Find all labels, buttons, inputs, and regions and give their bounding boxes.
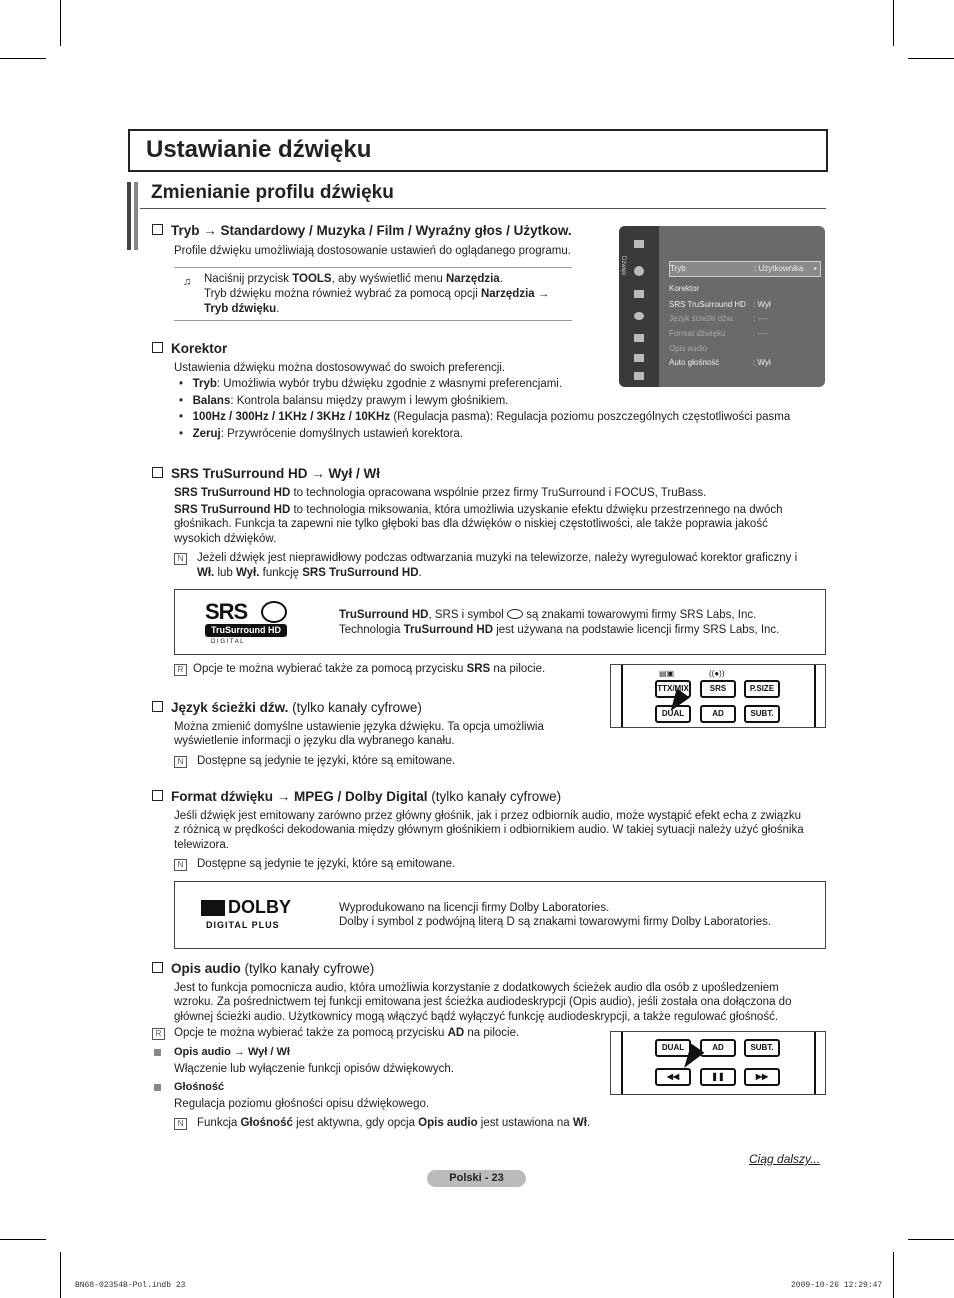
format-p3: telewizora.	[174, 839, 229, 851]
rewind-button[interactable]: ◀◀	[655, 1068, 691, 1086]
srs-tm2: Technologia TruSurround HD jest używana na podstawie licencji firmy SRS Labs, Inc.	[339, 624, 780, 636]
picture-icon	[634, 240, 644, 248]
note-icon: N	[174, 553, 187, 565]
opis-s1: Opis audio → Wył / Wł	[174, 1046, 290, 1058]
dolby-sub: DIGITAL PLUS	[206, 920, 280, 930]
page-title: Ustawianie dźwięku	[146, 136, 372, 163]
fast-forward-button[interactable]: ▶▶	[744, 1068, 780, 1086]
section-bar	[134, 182, 138, 250]
jezyk-p2: wyświetlenie informacji o języku dla wybranego kanału.	[174, 735, 455, 747]
remote-note-icon: R	[174, 664, 187, 676]
opis-s2d: Regulacja poziomu głośności opisu dźwiękowego.	[174, 1098, 430, 1110]
dolby-logo: DOLBY	[228, 897, 291, 917]
dual-button[interactable]: DUAL	[655, 1039, 691, 1057]
square-bullet	[154, 1049, 161, 1056]
korektor-bullet-hz: • 100Hz / 300Hz / 1KHz / 3KHz / 10KHz (Regulacja pasma): Regulacja poziomu poszczególnych częstotliwości pasma	[179, 411, 791, 423]
remote-edge	[611, 1032, 623, 1094]
section-bar	[127, 182, 131, 250]
dolby-double-d-icon	[201, 900, 225, 916]
dolby-tm1: Wyprodukowano na licencji firmy Dolby Laboratories.	[339, 902, 610, 914]
psize-button[interactable]: P.SIZE	[744, 680, 780, 698]
tools-note-line1: Naciśnij przycisk TOOLS, aby wyświetlić menu Narzędzia.	[204, 273, 503, 285]
opis-heading: Opis audio (tylko kanały cyfrowe)	[152, 961, 374, 976]
jezyk-p1: Można zmienić domyślne ustawienie języka dźwięku. Ta opcja umożliwia	[174, 721, 544, 733]
crop-mark	[60, 1252, 61, 1298]
application-icon	[634, 354, 644, 362]
opis-p3: głównej ścieżki audio. Użytkownicy mogą włączyć bądź wyłączyć funkcję audiodeskrypcji, a także regulować głośność.	[174, 1011, 779, 1023]
srs-p2: SRS TruSurround HD to technologia miksowania, która umożliwia uzyskanie efektu dźwięku przestrzennego na dwóch	[174, 504, 783, 516]
srs-p1: SRS TruSurround HD to technologia opracowana wspólnie przez firmy TruSurround i FOCUS, TruBass.	[174, 487, 707, 499]
srs-p3: głośnikach. Funkcja ta zapewni nie tylko głęboki bas dla dźwięków o niskiej częstotliwości, ale także poprawia jakość	[174, 518, 768, 530]
korektor-bullet-balans: • Balans: Kontrola balansu między prawym i lewym głośnikiem.	[179, 395, 509, 407]
menu-side-label: Dźwięk	[620, 256, 626, 276]
srs-logo: SRS	[205, 599, 248, 624]
page-number: Polski - 23	[427, 1170, 526, 1187]
srs-small-icon: ((●))	[709, 669, 725, 678]
opis-p2: wzroku. Za pośrednictwem tej funkcji emitowana jest ścieżka audiodeskrypcji (Opis audio), jeśli została ona dołączona do	[174, 996, 792, 1008]
opis-s2: Głośność	[174, 1081, 225, 1093]
footer-timestamp: 2009-10-26 12:29:47	[791, 1281, 883, 1290]
remote-illustration-srs	[610, 664, 826, 728]
srs-symbol-icon	[261, 601, 287, 623]
remote-note-icon: R	[152, 1028, 165, 1040]
channel-icon	[634, 290, 644, 298]
input-icon	[634, 334, 644, 342]
section-divider	[140, 208, 826, 209]
remote-illustration-ad	[610, 1031, 826, 1095]
format-heading: Format dźwięku → MPEG / Dolby Digital (tylko kanały cyfrowe)	[152, 789, 561, 804]
note-icon: N	[174, 756, 187, 768]
srs-heading: SRS TruSurround HD → Wył / Wł	[152, 466, 380, 481]
trusurround-badge: TruSurround HD	[205, 624, 287, 637]
korektor-bullet-tryb: • Tryb: Umożliwia wybór trybu dźwięku zgodnie z własnymi preferencjami.	[179, 378, 563, 390]
korektor-desc: Ustawienia dźwięku można dostosowywać do swoich preferencji.	[174, 362, 506, 374]
tryb-heading: Tryb → Standardowy / Muzyka / Film / Wyraźny głos / Użytkow.	[152, 223, 572, 238]
crop-mark	[908, 1239, 954, 1240]
subt-button[interactable]: SUBT.	[744, 705, 780, 723]
menu-sidebar	[619, 226, 659, 387]
remote-edge	[611, 665, 623, 727]
menu-row-korektor[interactable]: Korektor	[669, 284, 700, 293]
jezyk-note: Dostępne są jedynie te języki, które są emitowane.	[197, 755, 456, 767]
srs-button[interactable]: SRS	[700, 680, 736, 698]
arrow-right-icon: ▸	[814, 266, 818, 272]
dolby-logo-box	[174, 881, 826, 949]
continued-link: Ciąg dalszy...	[749, 1152, 821, 1166]
note-icon: N	[174, 1118, 187, 1130]
page-title-box	[128, 129, 828, 172]
ad-button[interactable]: AD	[700, 705, 736, 723]
opis-s1d: Włączenie lub wyłączenie funkcji opisów dźwiękowych.	[174, 1063, 454, 1075]
settings-icon	[634, 312, 644, 320]
jezyk-heading: Język ścieżki dźw. (tylko kanały cyfrowe)	[152, 700, 422, 715]
crop-mark	[0, 58, 46, 59]
crop-mark	[893, 0, 894, 46]
note-icon: N	[174, 859, 187, 871]
sound-icon	[634, 266, 644, 276]
teletext-icon: ▤▣	[659, 669, 675, 678]
pause-button[interactable]: ❚❚	[700, 1068, 736, 1086]
menu-row-auto[interactable]: Auto głośność : Wył	[669, 358, 771, 367]
srs-note-l2: Wł. lub Wył. funkcję SRS TruSurround HD.	[197, 567, 422, 579]
opis-note: Funkcja Głośność jest aktywna, gdy opcja Opis audio jest ustawiona na Wł.	[197, 1117, 591, 1129]
crop-mark	[908, 58, 954, 59]
crop-mark	[60, 0, 61, 46]
korektor-bullet-zeruj: • Zeruj: Przywrócenie domyślnych ustawień korektora.	[179, 428, 463, 440]
crop-mark	[0, 1239, 46, 1240]
tv-sound-menu	[619, 226, 825, 387]
footer-file: BN68-02354B-Pol.indb 23	[75, 1281, 186, 1290]
section-title: Zmienianie profilu dźwięku	[151, 182, 394, 203]
tools-note-icon: ♫	[183, 276, 192, 288]
srs-digital: D I G I T A L	[211, 639, 244, 645]
remote-edge	[814, 1032, 826, 1094]
tools-note-line3: Tryb dźwięku.	[204, 303, 280, 315]
srs-note-l1: Jeżeli dźwięk jest nieprawidłowy podczas odtwarzania muzyki na telewizorze, należy wyregulować korektor graficzny i	[197, 552, 798, 564]
srs-tm1: TruSurround HD, SRS i symbol są znakami towarowymi firmy SRS Labs, Inc.	[339, 609, 757, 621]
menu-row-format: Format dźwięku : ----	[669, 329, 769, 338]
remote-edge	[814, 665, 826, 727]
format-p1: Jeśli dźwięk jest emitowany zarówno przez główny głośnik, jak i przez odbiornik audio, może wystąpić efekt echa z związku	[174, 810, 802, 822]
opis-p1: Jest to funkcja pomocnicza audio, która umożliwia korzystanie z dodatkowych ścieżek audio dla osób z upośledzeniem	[174, 982, 779, 994]
format-note: Dostępne są jedynie te języki, które są emitowane.	[197, 858, 456, 870]
subt-button[interactable]: SUBT.	[744, 1039, 780, 1057]
srs-remote-note: Opcje te można wybierać także za pomocą przycisku SRS na pilocie.	[193, 663, 546, 675]
tools-note-line2: Tryb dźwięku można również wybrać za pomocą opcji Narzędzia →	[204, 288, 550, 300]
srs-logo-box	[174, 589, 826, 655]
ttx-mix-button[interactable]: TTX/MIX	[655, 680, 691, 698]
tryb-desc: Profile dźwięku umożliwiają dostosowanie ustawień do oglądanego programu.	[174, 245, 571, 257]
srs-p4: wysokich dźwięków.	[174, 533, 277, 545]
ad-button[interactable]: AD	[700, 1039, 736, 1057]
opis-remote-note: Opcje te można wybierać także za pomocą przycisku AD na pilocie.	[174, 1027, 520, 1039]
tools-note-box	[174, 267, 572, 321]
menu-row-tryb[interactable]: Tryb : Użytkownika ▸	[669, 261, 821, 277]
menu-row-opis: Opis audio	[669, 344, 708, 353]
dolby-tm2: Dolby i symbol z podwójną literą D są znakami towarowymi firmy Dolby Laboratories.	[339, 916, 772, 928]
menu-row-jezyk: Język ścieżki dźw. : ----	[669, 314, 769, 323]
crop-mark	[893, 1252, 894, 1298]
menu-row-srs[interactable]: SRS TruSurround HD : Wył	[669, 300, 771, 309]
korektor-heading: Korektor	[152, 341, 227, 356]
support-icon	[634, 372, 644, 380]
square-bullet	[154, 1084, 161, 1091]
dual-button[interactable]: DUAL	[655, 705, 691, 723]
srs-inline-symbol-icon	[507, 609, 523, 619]
format-p2: z różnicą w prędkości dekodowania między głównym głośnikiem i odbiornikiem audio. W takiej sytuacji należy użyć głośnika	[174, 824, 804, 836]
